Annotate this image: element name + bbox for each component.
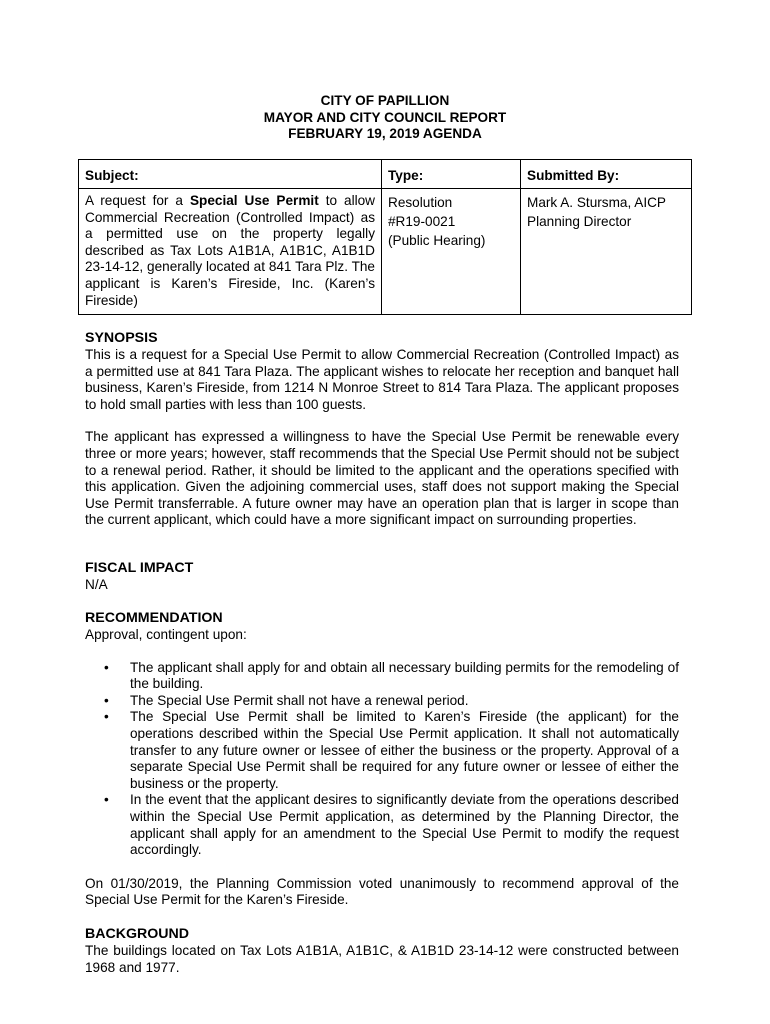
summary-table-header-row <box>79 160 692 189</box>
recommendation-section <box>85 610 679 909</box>
list-item <box>85 792 679 858</box>
background-heading: BACKGROUND <box>85 926 190 942</box>
fiscal-heading: FISCAL IMPACT <box>85 560 194 576</box>
header-agenda-date: FEBRUARY 19, 2019 AGENDA <box>288 126 482 142</box>
summary-table-row <box>79 189 692 315</box>
list-item-text: The applicant shall apply for and obtain all necessary building permits for the remodeling of the building. <box>130 659 679 692</box>
subject-bold: Special Use Permit <box>189 193 319 208</box>
synopsis-heading: SYNOPSIS <box>85 330 158 346</box>
fiscal-section <box>85 560 679 594</box>
background-text: The buildings located on Tax Lots A1B1A, A1B1C, & A1B1D 23-14-12 were constructed between 1968 and 1977. <box>85 943 679 975</box>
recommendation-intro: Approval, contingent upon: <box>85 627 247 642</box>
fiscal-value: N/A <box>85 577 108 592</box>
synopsis-paragraph: The applicant has expressed a willingness to have the Special Use Permit be renewable every three or more years; however, staff recommends that the Special Use Permit should not be subject to a renewal period. Rather, it should be limited to the applicant and the operations specified with this application. Given the adjoining commercial uses, staff does not support making the Special Use Permit transferrable. A future owner may have an operation plan that is larger in scope than the current applicant, which could have a more significant impact on surrounding properties. <box>85 429 679 528</box>
submitted-by-cell <box>521 189 692 315</box>
list-item-text: In the event that the applicant desires to significantly deviate from the operations described within the Special Use Permit application, as determined by the Planning Director, the applicant shall apply for an amendment to the Special Use Permit to modify the request accordingly. <box>130 792 679 858</box>
bullet-icon: • <box>104 659 109 675</box>
recommendation-list <box>85 660 679 859</box>
header-report-title: MAYOR AND CITY COUNCIL REPORT <box>263 109 507 125</box>
header-type: Type: <box>382 160 521 189</box>
header-submitted-by: Submitted By: <box>521 160 692 189</box>
submitter-title: Planning Director <box>527 214 632 229</box>
list-item-text: The Special Use Permit shall not have a renewal period. <box>130 692 469 708</box>
subject-cell <box>79 189 382 315</box>
type-line: #R19-0021 <box>388 214 456 229</box>
list-item <box>85 660 679 693</box>
subject-prefix: A request for a <box>85 193 183 208</box>
type-line: Resolution <box>388 195 453 210</box>
bullet-icon: • <box>104 709 109 725</box>
submitter-name: Mark A. Stursma, AICP <box>527 195 666 210</box>
synopsis-paragraph: This is a request for a Special Use Permit to allow Commercial Recreation (Controlled Impact) as a permitted use at 841 Tara Plaza. The applicant wishes to relocate her reception and banquet hall business, Karen’s Fireside, from 1214 N Monroe Street to 814 Tara Plaza. The applicant proposes to hold small parties with less than 100 guests. <box>85 347 679 412</box>
bullet-icon: • <box>104 792 109 808</box>
type-cell <box>382 189 521 315</box>
background-section <box>85 926 679 976</box>
report-header <box>0 93 770 143</box>
subject-suffix: to allow Commercial Recreation (Controlled Impact) as a permitted use on the property legally described as Tax Lots A1B1A, A1B1C, A1B1D 23-14-12, generally located at 841 Tara Plz. The applicant is Karen’s Fireside, Inc. (Karen’s Fireside) <box>85 193 375 308</box>
header-subject: Subject: <box>79 160 382 189</box>
summary-table <box>78 159 692 315</box>
bullet-icon: • <box>104 692 109 708</box>
synopsis-section <box>85 330 679 529</box>
list-item <box>85 709 679 792</box>
list-item-text: The Special Use Permit shall be limited to Karen’s Fireside (the applicant) for the operations described within the Special Use Permit application. It shall not automatically transfer to any future owner or lessee of either the business or the property. Approval of a separate Special Use Permit shall be required for any future owner or lessee of either the business or the property. <box>130 709 679 791</box>
list-item <box>85 693 679 710</box>
header-city: CITY OF PAPILLION <box>320 93 450 108</box>
recommendation-heading: RECOMMENDATION <box>85 610 223 626</box>
type-line: (Public Hearing) <box>388 233 486 248</box>
recommendation-closing: On 01/30/2019, the Planning Commission voted unanimously to recommend approval of the Special Use Permit for the Karen’s Fireside. <box>85 875 679 908</box>
